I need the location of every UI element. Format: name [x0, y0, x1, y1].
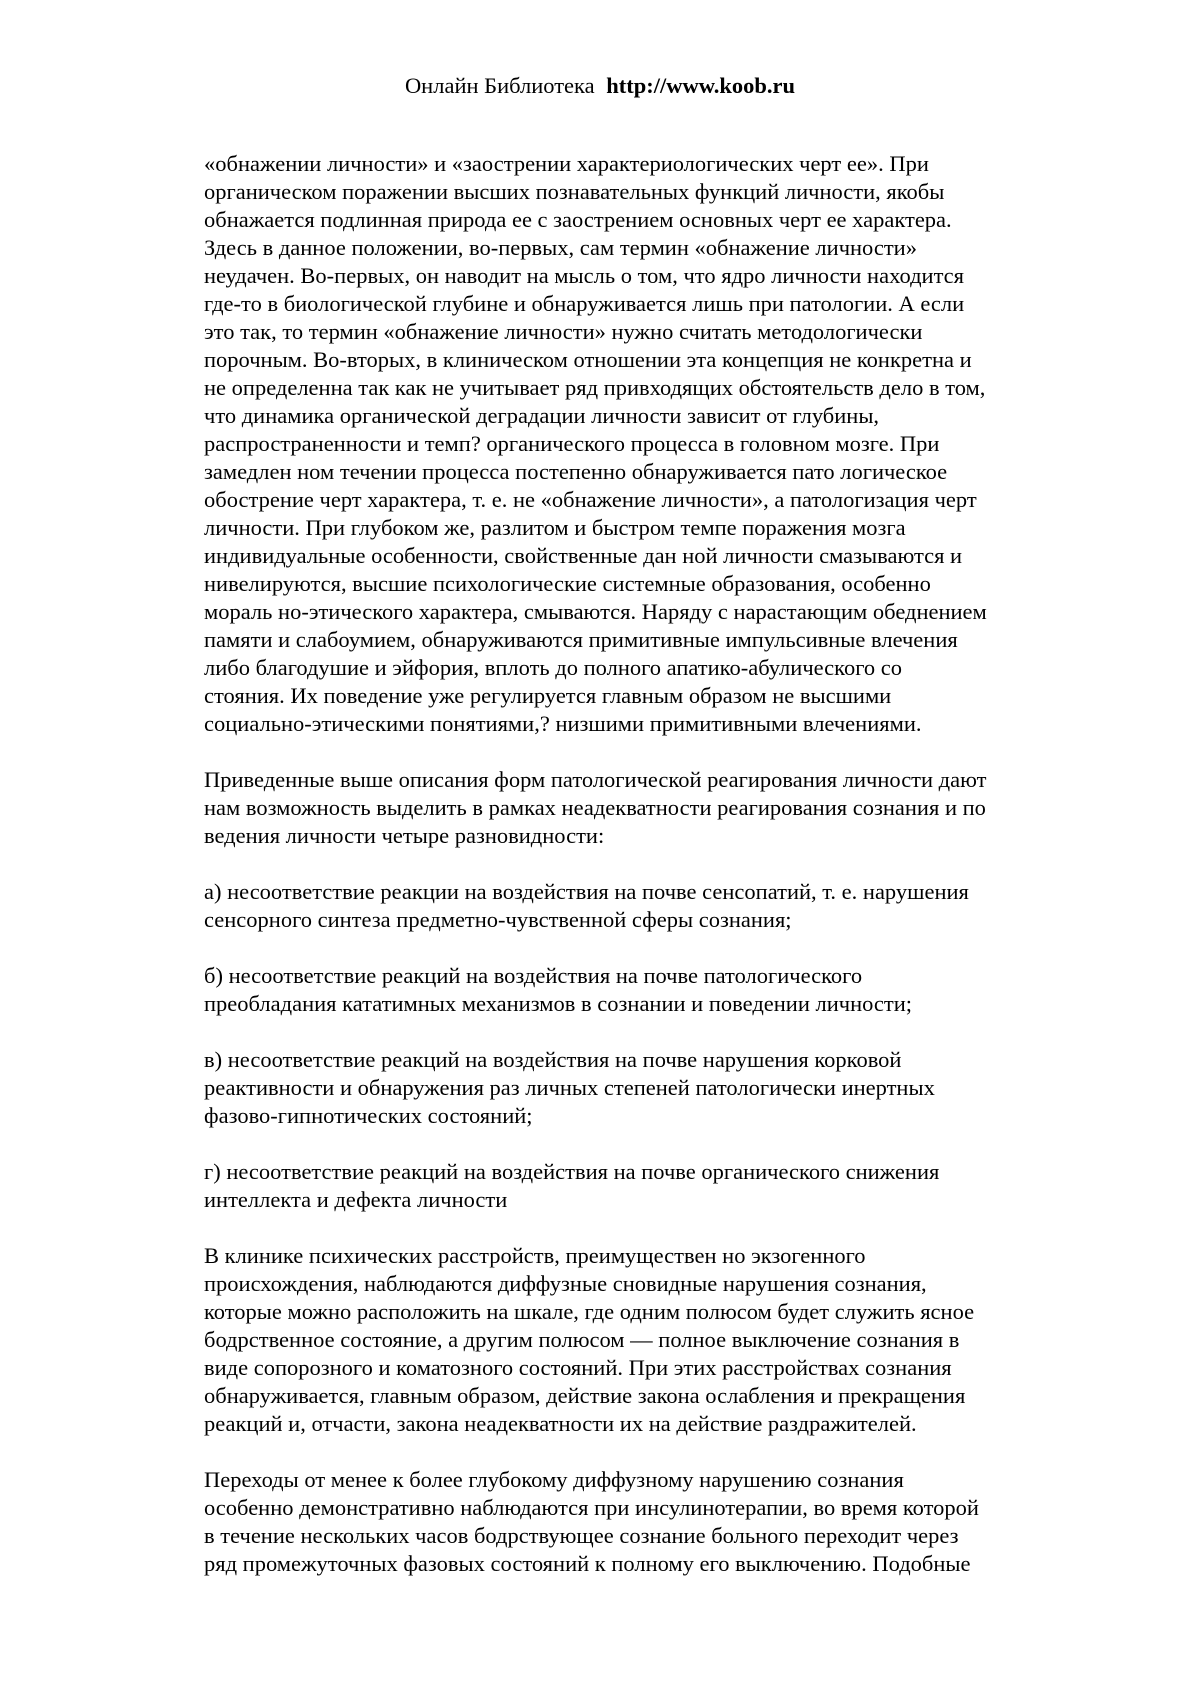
text-line: фазово-гипнотических состояний;	[204, 1103, 533, 1128]
text-line: нам возможность выделить в рамках неадекватности реагирования сознания и по	[204, 795, 986, 820]
text-line: стояния. Их поведение уже регулируется главным образом не высшими	[204, 683, 892, 708]
text-line: обнаруживается, главным образом, действие закона ослабления и прекращения	[204, 1383, 966, 1408]
text-line: б) несоответствие реакций на воздействия на почве патологического	[204, 963, 863, 988]
text-line: неудачен. Во-первых, он наводит на мысль о том, что ядро личности находится	[204, 263, 965, 288]
text-line: интеллекта и дефекта личности	[204, 1187, 508, 1212]
text-line: нивелируются, высшие психологические системные образования, особенно	[204, 571, 931, 596]
text-line: замедлен ном течении процесса постепенно обнаруживается пато логическое	[204, 459, 948, 484]
text-line: распространенности и темп? органического процесса в головном мозге. При	[204, 431, 940, 456]
text-line: что динамика органической деградации личности зависит от глубины,	[204, 403, 880, 428]
text-line: мораль но-этического характера, смываются. Наряду с нарастающим обеднением	[204, 599, 987, 624]
text-line: обострение черт характера, т. е. не «обнажение личности», а патологизация черт	[204, 487, 977, 512]
text-line: г) несоответствие реакций на воздействия на почве органического снижения	[204, 1159, 940, 1184]
text-line: социально-этическими понятиями,? низшими примитивными влечениями.	[204, 711, 922, 736]
text-line: органическом поражении высших познавательных функций личности, якобы	[204, 179, 945, 204]
library-name: Онлайн Библиотека	[404, 73, 595, 98]
text-line: которые можно расположить на шкале, где одним полюсом будет служить ясное	[204, 1299, 975, 1324]
paragraph	[204, 962, 1084, 1018]
text-line: Здесь в данное положении, во-первых, сам термин «обнажение личности»	[204, 235, 917, 260]
text-line: происхождения, наблюдаются диффузные сновидные нарушения сознания,	[204, 1271, 927, 1296]
site-url: http://www.koob.ru	[606, 73, 796, 98]
paragraph	[204, 150, 1084, 738]
text-line: виде сопорозного и коматозного состояний. При этих расстройствах сознания	[204, 1355, 952, 1380]
paragraph	[204, 1046, 1084, 1130]
paragraph	[204, 1242, 1084, 1438]
text-line: «обнажении личности» и «заострении характериологических черт ее». При	[204, 151, 929, 176]
text-line: реакций и, отчасти, закона неадекватности их на действие раздражителей.	[204, 1411, 917, 1436]
text-line: в) несоответствие реакций на воздействия на почве нарушения корковой	[204, 1047, 902, 1072]
paragraph	[204, 1466, 1084, 1578]
text-line: преобладания кататимных механизмов в сознании и поведении личности;	[204, 991, 913, 1016]
text-line: порочным. Во-вторых, в клиническом отношении эта концепция не конкретна и	[204, 347, 972, 372]
document-body	[204, 150, 1084, 1578]
text-line: личности. При глубоком же, разлитом и быстром темпе поражения мозга	[204, 515, 906, 540]
text-line: не определенна так как не учитывает ряд привходящих обстоятельств дело в том,	[204, 375, 986, 400]
text-line: памяти и слабоумием, обнаруживаются примитивные импульсивные влечения	[204, 627, 958, 652]
text-line: это так, то термин «обнажение личности» нужно считать методологически	[204, 319, 923, 344]
text-line: В клинике психических расстройств, преимуществен но экзогенного	[204, 1243, 866, 1268]
text-line: индивидуальные особенности, свойственные дан ной личности смазываются и	[204, 543, 963, 568]
text-line: ряд промежуточных фазовых состояний к полному его выключению. Подобные	[204, 1551, 971, 1576]
text-line: реактивности и обнаружения раз личных степеней патологически инертных	[204, 1075, 935, 1100]
text-line: Приведенные выше описания форм патологической реагирования личности дают	[204, 767, 987, 792]
text-line: особенно демонстративно наблюдаются при инсулинотерапии, во время которой	[204, 1495, 979, 1520]
paragraph	[204, 878, 1084, 934]
text-line: обнажается подлинная природа ее с заострением основных черт ее характера.	[204, 207, 952, 232]
text-line: в течение нескольких часов бодрствующее сознание больного переходит через	[204, 1523, 959, 1548]
text-line: а) несоответствие реакции на воздействия на почве сенсопатий, т. е. нарушения	[204, 879, 969, 904]
text-line: бодрственное состояние, а другим полюсом — полное выключение сознания в	[204, 1327, 960, 1352]
text-line: Переходы от менее к более глубокому диффузному нарушению сознания	[204, 1467, 904, 1492]
text-line: сенсорного синтеза предметно-чувственной сферы сознания;	[204, 907, 792, 932]
text-line: где-то в биологической глубине и обнаруживается лишь при патологии. А если	[204, 291, 965, 316]
paragraph	[204, 766, 1084, 850]
page-header	[0, 72, 1200, 100]
paragraph	[204, 1158, 1084, 1214]
text-line: либо благодушие и эйфория, вплоть до полного апатико-абулического со	[204, 655, 902, 680]
text-line: ведения личности четыре разновидности:	[204, 823, 605, 848]
